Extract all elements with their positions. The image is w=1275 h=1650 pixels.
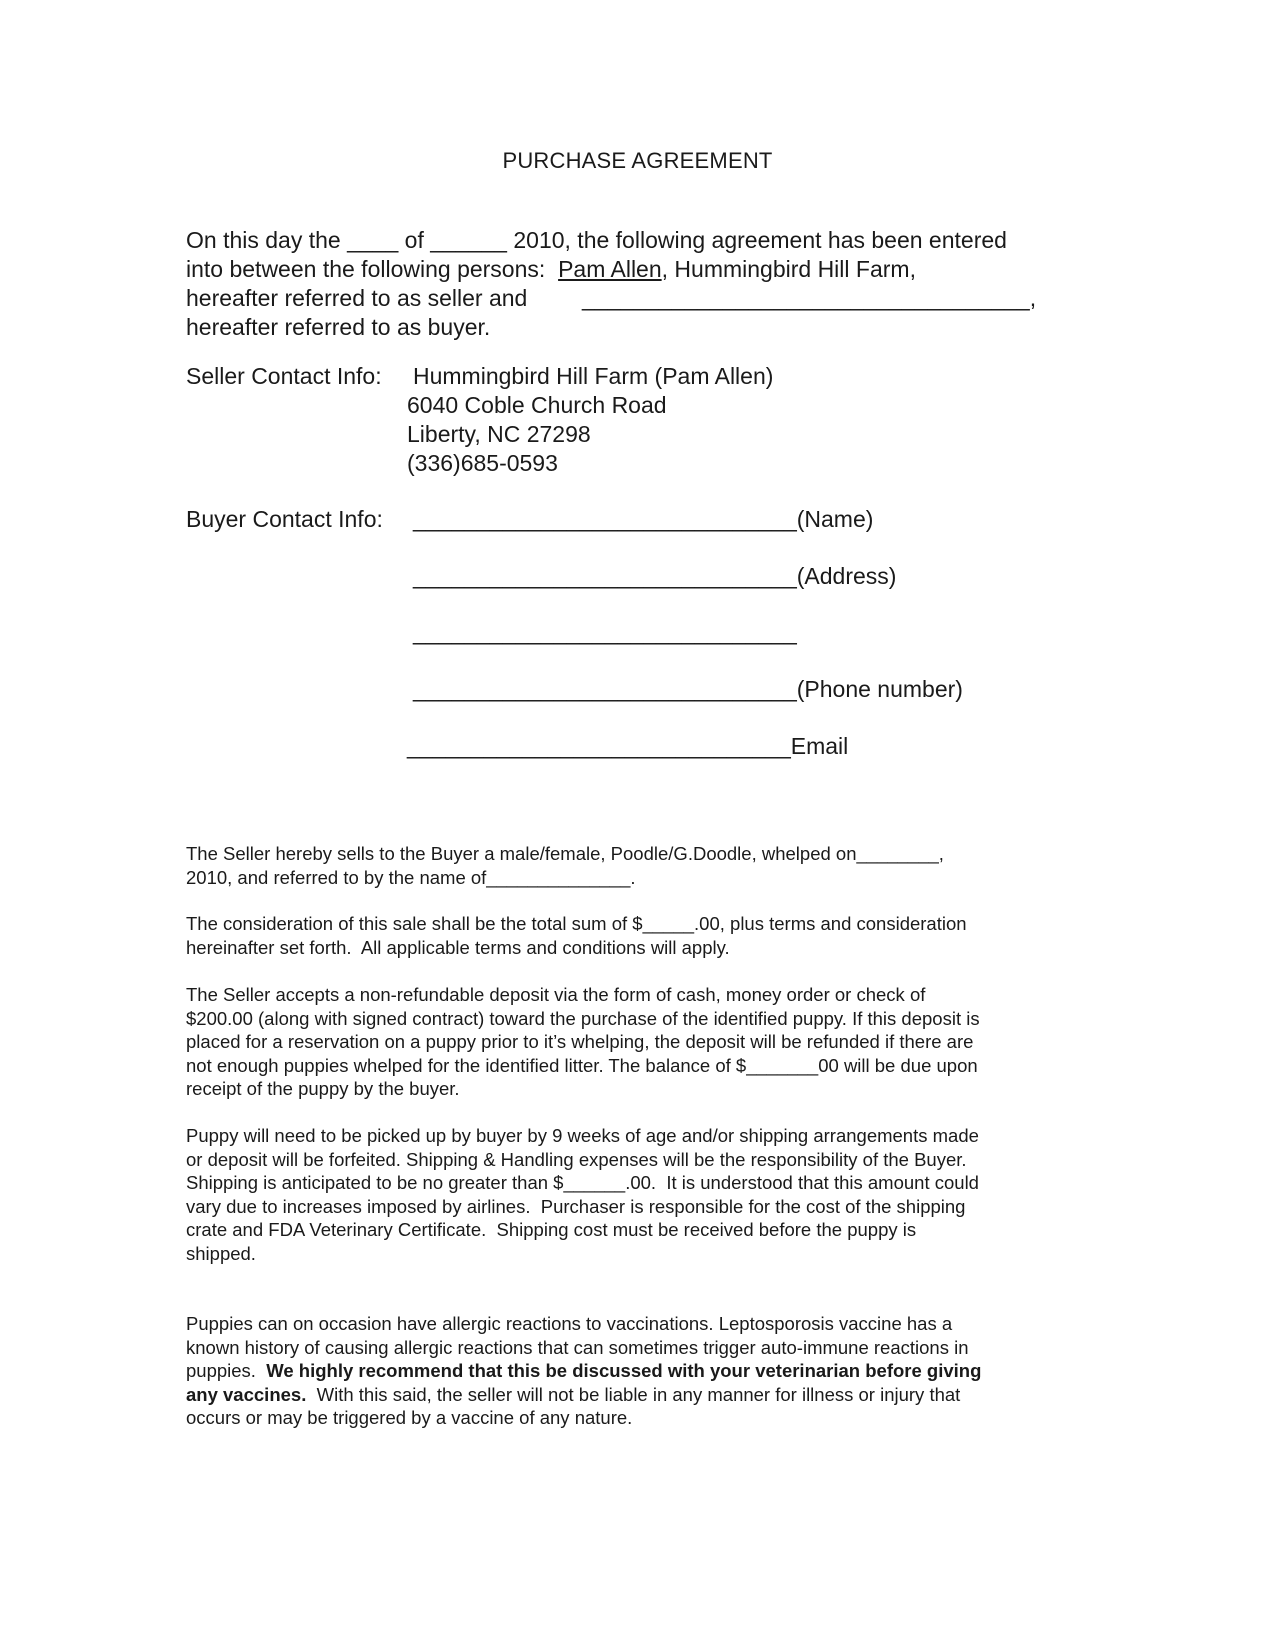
seller-contact-label: Seller Contact Info:: [186, 363, 382, 389]
buyer-email-field[interactable]: ______________________________Email: [407, 733, 849, 759]
vaccine-paragraph: [186, 1312, 1086, 1430]
vaccine-recommendation-bold-end: any vaccines.: [186, 1383, 307, 1405]
buyer-phone-field[interactable]: ______________________________(Phone number): [413, 676, 963, 702]
intro-line-2-suffix: , Hummingbird Hill Farm,: [661, 256, 916, 282]
pickup-line-3: Shipping is anticipated to be no greater than $______.00. It is understood that this amount could: [186, 1172, 979, 1193]
consideration-paragraph: [186, 912, 1086, 959]
deposit-line-1: The Seller accepts a non-refundable deposit via the form of cash, money order or check of: [186, 984, 926, 1005]
deposit-line-2: $200.00 (along with signed contract) toward the purchase of the identified puppy. If this deposit is: [186, 1007, 980, 1029]
vaccine-line-4-normal: With this said, the seller will not be liable in any manner for illness or injury that: [306, 1383, 961, 1405]
intro-line-2: [186, 255, 916, 284]
seller-contact-phone: (336)685-0593: [407, 450, 558, 476]
pickup-line-6: shipped.: [186, 1242, 256, 1264]
sale-paragraph: [186, 842, 1086, 889]
pickup-line-2: or deposit will be forfeited. Shipping & Handling expenses will be the responsibility of the Buyer.: [186, 1148, 967, 1170]
pickup-line-4: vary due to increases imposed by airlines. Purchaser is responsible for the cost of the shipping: [186, 1195, 966, 1217]
intro-line-1: On this day the ____ of ______ 2010, the following agreement has been entered: [186, 227, 1007, 253]
pickup-paragraph: [186, 1124, 1086, 1265]
vaccine-line-3: [186, 1359, 1086, 1383]
vaccine-line-2: known history of causing allergic reactions that can sometimes trigger auto-immune reactions in: [186, 1336, 969, 1358]
deposit-line-3: placed for a reservation on a puppy prior to it’s whelping, the deposit will be refunded if there are: [186, 1031, 974, 1052]
buyer-contact-label: Buyer Contact Info:: [186, 506, 383, 532]
seller-contact-name: Hummingbird Hill Farm (Pam Allen): [413, 363, 774, 389]
intro-line-2-prefix: into between the following persons:: [186, 256, 559, 282]
pickup-line-1: Puppy will need to be picked up by buyer by 9 weeks of age and/or shipping arrangements made: [186, 1125, 979, 1146]
consideration-line-2: hereinafter set forth. All applicable terms and conditions will apply.: [186, 936, 730, 958]
vaccine-line-1: Puppies can on occasion have allergic reactions to vaccinations. Leptosporosis vaccine has a: [186, 1313, 953, 1334]
deposit-line-4: not enough puppies whelped for the identified litter. The balance of $_______00 will be due upon: [186, 1054, 978, 1076]
buyer-address-field-2[interactable]: ______________________________: [413, 619, 797, 645]
pickup-line-5: crate and FDA Veterinary Certificate. Shipping cost must be received before the puppy is: [186, 1219, 917, 1240]
buyer-address-field[interactable]: ______________________________(Address): [413, 563, 897, 589]
vaccine-line-3-normal: puppies.: [186, 1360, 267, 1381]
deposit-paragraph: [186, 983, 1086, 1101]
seller-name: Pam Allen: [558, 256, 662, 282]
intro-line-4: hereafter referred to as buyer.: [186, 314, 491, 340]
vaccine-recommendation-bold: We highly recommend that this be discussed with your veterinarian before giving: [266, 1360, 982, 1381]
consideration-line-1: The consideration of this sale shall be the total sum of $_____.00, plus terms and consideration: [186, 913, 967, 934]
seller-contact-street: 6040 Coble Church Road: [407, 392, 667, 418]
sale-line-1: The Seller hereby sells to the Buyer a male/female, Poodle/G.Doodle, whelped on________,: [186, 843, 944, 864]
sale-line-2: 2010, and referred to by the name of______________.: [186, 866, 636, 888]
seller-contact-city: Liberty, NC 27298: [407, 421, 591, 447]
vaccine-line-4: [186, 1383, 1086, 1407]
buyer-name-field[interactable]: ______________________________(Name): [413, 506, 874, 532]
buyer-name-blank: ___________________________________,: [582, 285, 1037, 311]
intro-line-3: hereafter referred to as seller and: [186, 285, 528, 311]
document-title: PURCHASE AGREEMENT: [502, 148, 773, 173]
deposit-line-5: receipt of the puppy by the buyer.: [186, 1078, 460, 1099]
vaccine-line-5: occurs or may be triggered by a vaccine of any nature.: [186, 1407, 633, 1428]
